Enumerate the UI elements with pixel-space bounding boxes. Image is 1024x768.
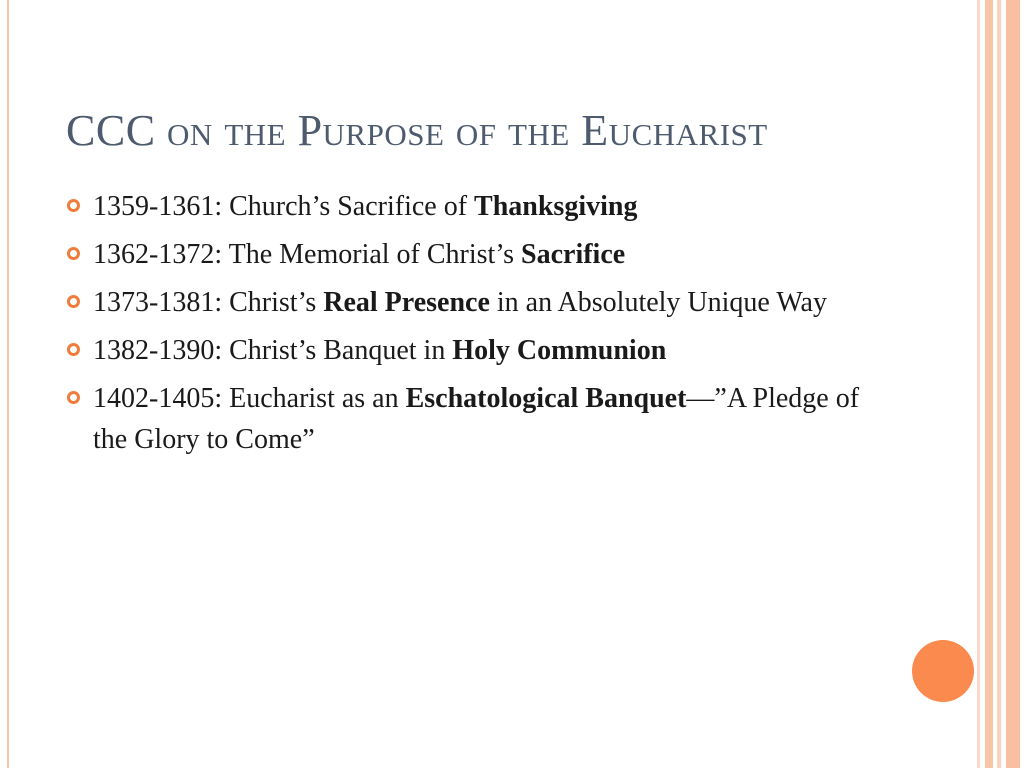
bullet-emphasis: Real Presence <box>323 287 490 318</box>
bullet-text: Christ’s Banquet in <box>222 335 453 366</box>
bullet-tail: in an Absolutely Unique Way <box>489 287 827 318</box>
slide-title: CCC on the Purpose of the Eucharist <box>66 106 768 155</box>
ring-bullet-icon <box>67 247 80 260</box>
bullet-emphasis: Holy Communion <box>452 335 667 366</box>
bullet-emphasis: Thanksgiving <box>474 191 638 222</box>
bullet-item <box>66 330 886 371</box>
bullet-item <box>66 186 886 227</box>
bullet-reference: 1359-1361: <box>93 191 223 222</box>
bullet-text: Christ’s <box>222 287 324 318</box>
left-border-line <box>7 0 9 768</box>
stripe <box>985 0 993 768</box>
stripe <box>1006 0 1020 768</box>
bullet-reference: 1402-1405: <box>93 383 223 414</box>
ring-bullet-icon <box>67 343 80 356</box>
bullet-text: Eucharist as an <box>222 383 406 414</box>
bullet-item <box>66 282 886 323</box>
right-decorative-stripes <box>977 0 1024 768</box>
bullet-text: The Memorial of Christ’s <box>222 239 522 270</box>
stripe <box>997 0 1001 768</box>
bullet-list <box>66 186 886 467</box>
bullet-reference: 1373-1381: <box>93 287 223 318</box>
ring-bullet-icon <box>67 295 80 308</box>
bullet-item <box>66 234 886 275</box>
bullet-item <box>66 378 886 460</box>
bullet-reference: 1362-1372: <box>93 239 223 270</box>
stripe <box>977 0 980 768</box>
circle-dot-icon <box>912 640 974 702</box>
bullet-tail: —”A Pledge of the Glory to Come” <box>93 383 860 455</box>
ring-bullet-icon <box>67 391 80 404</box>
ring-bullet-icon <box>67 199 80 212</box>
bullet-text: Church’s Sacrifice of <box>222 191 475 222</box>
bullet-reference: 1382-1390: <box>93 335 223 366</box>
bullet-emphasis: Eschatological Banquet <box>405 383 687 414</box>
bullet-emphasis: Sacrifice <box>521 239 626 270</box>
